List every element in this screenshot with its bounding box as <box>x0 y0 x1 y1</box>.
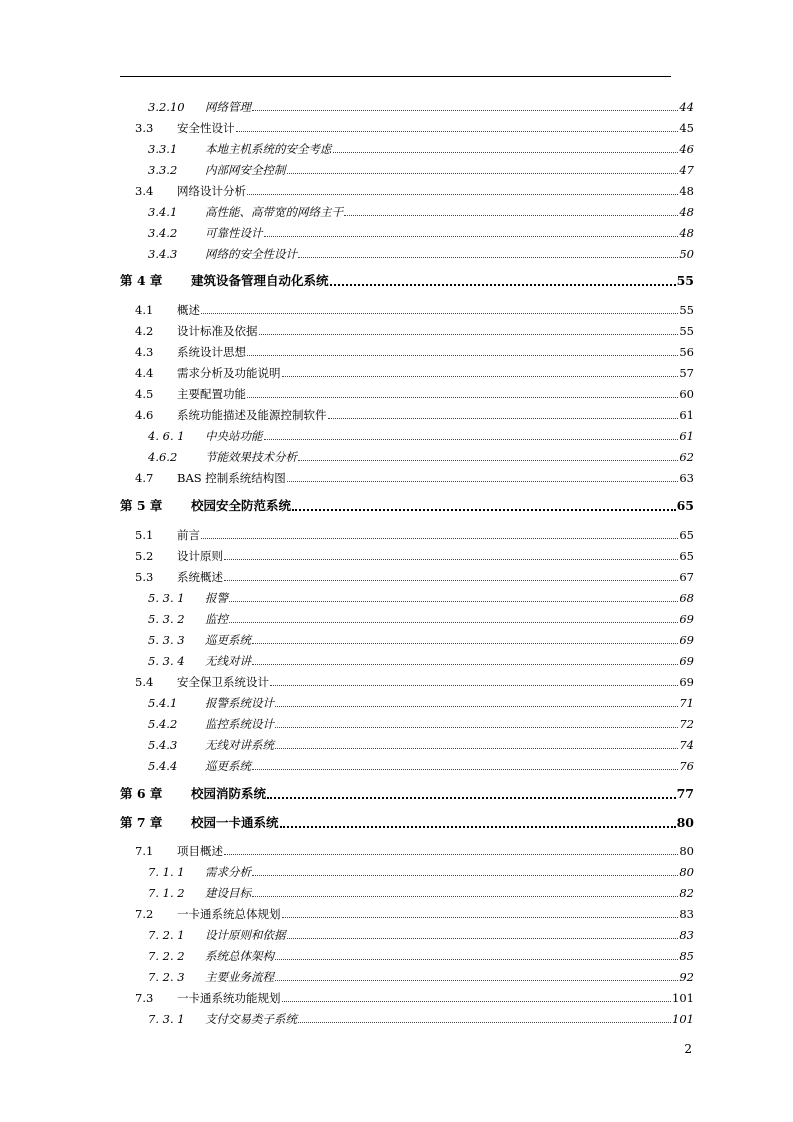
toc-entry-number: 7. 1. 1 <box>148 865 185 879</box>
toc-entry[interactable] <box>0 182 793 200</box>
toc-entry-title: 系统概述 <box>177 570 223 584</box>
toc-entry[interactable] <box>0 343 793 361</box>
toc-entry-title: 校园安全防范系统 <box>191 498 292 513</box>
toc-entry-number: 第 4 章 <box>120 273 163 288</box>
toc-entry-title: 报警系统设计 <box>205 696 274 710</box>
toc-leader-dots <box>252 643 678 644</box>
toc-entry[interactable] <box>0 736 793 754</box>
toc-entry-number: 5.4 <box>135 675 154 689</box>
toc-entry-title: 概述 <box>177 303 200 317</box>
toc-leader-dots <box>224 580 678 581</box>
toc-entry-page: 76 <box>679 759 694 773</box>
toc-entry-page: 67 <box>679 570 694 584</box>
toc-entry[interactable] <box>0 652 793 670</box>
toc-leader-dots <box>287 173 678 174</box>
toc-leader-dots <box>298 1022 671 1023</box>
toc-entry-page: 50 <box>679 247 694 261</box>
toc-entry-page: 80 <box>676 815 694 830</box>
toc-entry-page: 61 <box>679 429 694 443</box>
toc-entry-title: 一卡通系统总体规划 <box>177 907 281 921</box>
toc-entry-title: 建设目标 <box>205 886 251 900</box>
toc-leader-dots <box>292 509 676 511</box>
toc-entry[interactable] <box>0 926 793 944</box>
toc-leader-dots <box>280 826 676 828</box>
toc-leader-dots <box>270 685 678 686</box>
toc-entry-number: 第 6 章 <box>120 786 163 801</box>
toc-entry[interactable] <box>0 814 793 832</box>
toc-entry-title: 设计标准及依据 <box>177 324 258 338</box>
toc-entry[interactable] <box>0 364 793 382</box>
toc-entry-page: 85 <box>679 949 694 963</box>
toc-entry[interactable] <box>0 1010 793 1028</box>
toc-entry[interactable] <box>0 497 793 515</box>
toc-entry-number: 7. 1. 2 <box>148 886 185 900</box>
toc-leader-dots <box>252 896 678 897</box>
toc-entry-page: 48 <box>679 205 694 219</box>
toc-entry-page: 65 <box>679 549 694 563</box>
toc-entry-page: 65 <box>676 498 694 513</box>
toc-entry-number: 第 5 章 <box>120 498 163 513</box>
toc-entry-number: 5.2 <box>135 549 154 563</box>
toc-entry[interactable] <box>0 406 793 424</box>
toc-entry-title: 设计原则和依据 <box>205 928 286 942</box>
toc-entry-page: 55 <box>676 273 694 288</box>
toc-entry-title: 系统设计思想 <box>177 345 246 359</box>
toc-entry-page: 83 <box>679 907 694 921</box>
toc-entry-number: 5. 3. 1 <box>148 591 185 605</box>
toc-entry-page: 63 <box>679 471 694 485</box>
toc-entry-number: 3.3 <box>135 121 154 135</box>
toc-leader-dots <box>275 706 678 707</box>
toc-leader-dots <box>247 355 678 356</box>
toc-leader-dots <box>247 397 678 398</box>
toc-entry-title: 无线对讲 <box>205 654 251 668</box>
toc-entry-title: 支付交易类子系统 <box>205 1012 297 1026</box>
toc-entry-page: 71 <box>679 696 694 710</box>
toc-entry[interactable] <box>0 469 793 487</box>
toc-entry-page: 55 <box>679 324 694 338</box>
toc-entry-title: 巡更系统 <box>205 633 251 647</box>
toc-entry-title: 内部网安全控制 <box>205 163 286 177</box>
toc-entry[interactable] <box>0 272 793 290</box>
toc-entry-number: 4.1 <box>135 303 154 317</box>
toc-entry[interactable] <box>0 427 793 445</box>
toc-entry-page: 45 <box>679 121 694 135</box>
toc-entry-title: 一卡通系统功能规划 <box>177 991 281 1005</box>
toc-entry-page: 46 <box>679 142 694 156</box>
toc-entry[interactable] <box>0 884 793 902</box>
toc-entry[interactable] <box>0 989 793 1007</box>
toc-entry-title: 报警 <box>205 591 228 605</box>
toc-entry[interactable] <box>0 203 793 221</box>
toc-entry-number: 4.3 <box>135 345 154 359</box>
toc-entry-number: 5.4.3 <box>148 738 178 752</box>
toc-entry-title: 项目概述 <box>177 844 223 858</box>
toc-leader-dots <box>252 664 678 665</box>
toc-entry-title: 系统总体架构 <box>205 949 274 963</box>
toc-entry-number: 5.4.4 <box>148 759 178 773</box>
toc-leader-dots <box>298 257 678 258</box>
toc-entry[interactable] <box>0 631 793 649</box>
toc-entry-page: 77 <box>676 786 694 801</box>
toc-leader-dots <box>287 938 678 939</box>
toc-entry-page: 48 <box>679 226 694 240</box>
toc-entry-title: 网络管理 <box>205 100 251 114</box>
toc-entry-number: 5. 3. 2 <box>148 612 185 626</box>
toc-entry[interactable] <box>0 757 793 775</box>
toc-leader-dots <box>344 215 678 216</box>
toc-entry-title: 安全保卫系统设计 <box>177 675 269 689</box>
toc-entry-number: 4.4 <box>135 366 154 380</box>
toc-entry-page: 69 <box>679 675 694 689</box>
toc-entry[interactable] <box>0 98 793 116</box>
toc-entry-page: 83 <box>679 928 694 942</box>
toc-entry[interactable] <box>0 224 793 242</box>
toc-entry-title: 网络设计分析 <box>177 184 246 198</box>
toc-entry-title: 中央站功能 <box>205 429 263 443</box>
page-number: 2 <box>684 1042 692 1056</box>
toc-entry-number: 5. 3. 4 <box>148 654 185 668</box>
toc-entry-number: 4.5 <box>135 387 154 401</box>
toc-entry[interactable] <box>0 673 793 691</box>
toc-entry-title: 无线对讲系统 <box>205 738 274 752</box>
toc-entry-title: 本地主机系统的安全考虑 <box>205 142 332 156</box>
toc-entry-number: 7. 3. 1 <box>148 1012 185 1026</box>
toc-entry-page: 101 <box>672 1012 694 1026</box>
toc-entry-page: 80 <box>679 844 694 858</box>
toc-entry-page: 56 <box>679 345 694 359</box>
toc-entry-number: 3.3.1 <box>148 142 178 156</box>
toc-entry-number: 5.4.1 <box>148 696 178 710</box>
toc-entry-number: 第 7 章 <box>120 815 163 830</box>
toc-entry-page: 68 <box>679 591 694 605</box>
toc-entry-number: 3.4.1 <box>148 205 178 219</box>
toc-leader-dots <box>259 334 678 335</box>
toc-entry-number: 3.4.3 <box>148 247 178 261</box>
toc-entry[interactable] <box>0 589 793 607</box>
toc-entry[interactable] <box>0 301 793 319</box>
toc-entry-page: 60 <box>679 387 694 401</box>
toc-entry-title: BAS 控制系统结构图 <box>177 471 286 485</box>
toc-leader-dots <box>224 559 678 560</box>
toc-entry[interactable] <box>0 715 793 733</box>
toc-entry-title: 校园一卡通系统 <box>191 815 279 830</box>
toc-leader-dots <box>298 460 678 461</box>
toc-entry-title: 主要配置功能 <box>177 387 246 401</box>
toc-entry-number: 4.7 <box>135 471 154 485</box>
toc-entry-number: 4.6 <box>135 408 154 422</box>
toc-entry-number: 5. 3. 3 <box>148 633 185 647</box>
toc-leader-dots <box>282 1001 671 1002</box>
toc-entry-title: 建筑设备管理自动化系统 <box>191 273 329 288</box>
toc-leader-dots <box>229 622 678 623</box>
toc-entry[interactable] <box>0 610 793 628</box>
toc-entry-page: 55 <box>679 303 694 317</box>
toc-entry-page: 69 <box>679 654 694 668</box>
toc-entry-page: 80 <box>679 865 694 879</box>
toc-entry-number: 7. 2. 3 <box>148 970 185 984</box>
toc-entry[interactable] <box>0 947 793 965</box>
toc-entry-number: 4.2 <box>135 324 154 338</box>
toc-entry-page: 44 <box>679 100 694 114</box>
toc-entry-title: 巡更系统 <box>205 759 251 773</box>
toc-leader-dots <box>275 727 678 728</box>
toc-entry[interactable] <box>0 385 793 403</box>
toc-entry-page: 72 <box>679 717 694 731</box>
toc-leader-dots <box>229 601 678 602</box>
toc-entry-number: 4.6.2 <box>148 450 178 464</box>
toc-entry-page: 101 <box>672 991 694 1005</box>
toc-leader-dots <box>287 481 678 482</box>
toc-entry-title: 设计原则 <box>177 549 223 563</box>
toc-leader-dots <box>275 980 678 981</box>
toc-entry-number: 5.3 <box>135 570 154 584</box>
toc-entry-title: 前言 <box>177 528 200 542</box>
toc-leader-dots <box>267 797 676 799</box>
toc-entry-number: 7. 2. 1 <box>148 928 185 942</box>
toc-leader-dots <box>201 313 678 314</box>
toc-entry-page: 57 <box>679 366 694 380</box>
toc-entry[interactable] <box>0 161 793 179</box>
toc-entry-title: 需求分析 <box>205 865 251 879</box>
toc-entry-number: 3.4.2 <box>148 226 178 240</box>
toc-entry-page: 61 <box>679 408 694 422</box>
toc-entry[interactable] <box>0 119 793 137</box>
toc-entry-page: 69 <box>679 633 694 647</box>
toc-entry-title: 系统功能描述及能源控制软件 <box>177 408 327 422</box>
toc-leader-dots <box>236 131 678 132</box>
toc-entry-page: 62 <box>679 450 694 464</box>
toc-entry-number: 3.4 <box>135 184 154 198</box>
toc-entry-title: 监控 <box>205 612 228 626</box>
toc-leader-dots <box>282 376 678 377</box>
toc-leader-dots <box>252 875 678 876</box>
toc-entry-page: 48 <box>679 184 694 198</box>
toc-entry-title: 可靠性设计 <box>205 226 263 240</box>
toc-entry[interactable] <box>0 842 793 860</box>
toc-leader-dots <box>247 194 678 195</box>
toc-leader-dots <box>282 917 678 918</box>
toc-entry[interactable] <box>0 568 793 586</box>
toc-entry[interactable] <box>0 245 793 263</box>
toc-entry-title: 校园消防系统 <box>191 786 267 801</box>
toc-entry[interactable] <box>0 694 793 712</box>
toc-leader-dots <box>330 284 676 286</box>
toc-leader-dots <box>275 748 678 749</box>
toc-entry-number: 3.3.2 <box>148 163 178 177</box>
toc-leader-dots <box>201 538 678 539</box>
toc-leader-dots <box>252 110 678 111</box>
toc-entry-title: 高性能、高带宽的网络主干 <box>205 205 343 219</box>
toc-entry-page: 82 <box>679 886 694 900</box>
toc-entry-number: 7.3 <box>135 991 154 1005</box>
toc-entry[interactable] <box>0 905 793 923</box>
toc-entry-page: 69 <box>679 612 694 626</box>
toc-entry[interactable] <box>0 140 793 158</box>
toc-entry-number: 5.1 <box>135 528 154 542</box>
toc-leader-dots <box>264 236 678 237</box>
toc-entry-number: 7. 2. 2 <box>148 949 185 963</box>
toc-entry-title: 监控系统设计 <box>205 717 274 731</box>
toc-entry[interactable] <box>0 322 793 340</box>
toc-entry[interactable] <box>0 547 793 565</box>
toc-entry-page: 74 <box>679 738 694 752</box>
toc-leader-dots <box>275 959 678 960</box>
toc-entry[interactable] <box>0 785 793 803</box>
toc-leader-dots <box>252 769 678 770</box>
toc-leader-dots <box>328 418 678 419</box>
toc-entry-number: 7.1 <box>135 844 154 858</box>
toc-entry-title: 网络的安全性设计 <box>205 247 297 261</box>
toc-leader-dots <box>333 152 678 153</box>
toc-entry-number: 3.2.10 <box>148 100 185 114</box>
toc-entry-number: 4. 6. 1 <box>148 429 185 443</box>
toc-entry-title: 需求分析及功能说明 <box>177 366 281 380</box>
toc-entry[interactable] <box>0 863 793 881</box>
toc-entry-title: 主要业务流程 <box>205 970 274 984</box>
toc-entry-number: 5.4.2 <box>148 717 178 731</box>
toc-entry-page: 65 <box>679 528 694 542</box>
toc-entry-title: 安全性设计 <box>177 121 235 135</box>
toc-entry-number: 7.2 <box>135 907 154 921</box>
toc-entry[interactable] <box>0 526 793 544</box>
toc-entry[interactable] <box>0 968 793 986</box>
toc-entry[interactable] <box>0 448 793 466</box>
toc-leader-dots <box>224 854 678 855</box>
toc-entry-page: 92 <box>679 970 694 984</box>
toc-leader-dots <box>264 439 678 440</box>
toc-entry-page: 47 <box>679 163 694 177</box>
toc-entry-title: 节能效果技术分析 <box>205 450 297 464</box>
